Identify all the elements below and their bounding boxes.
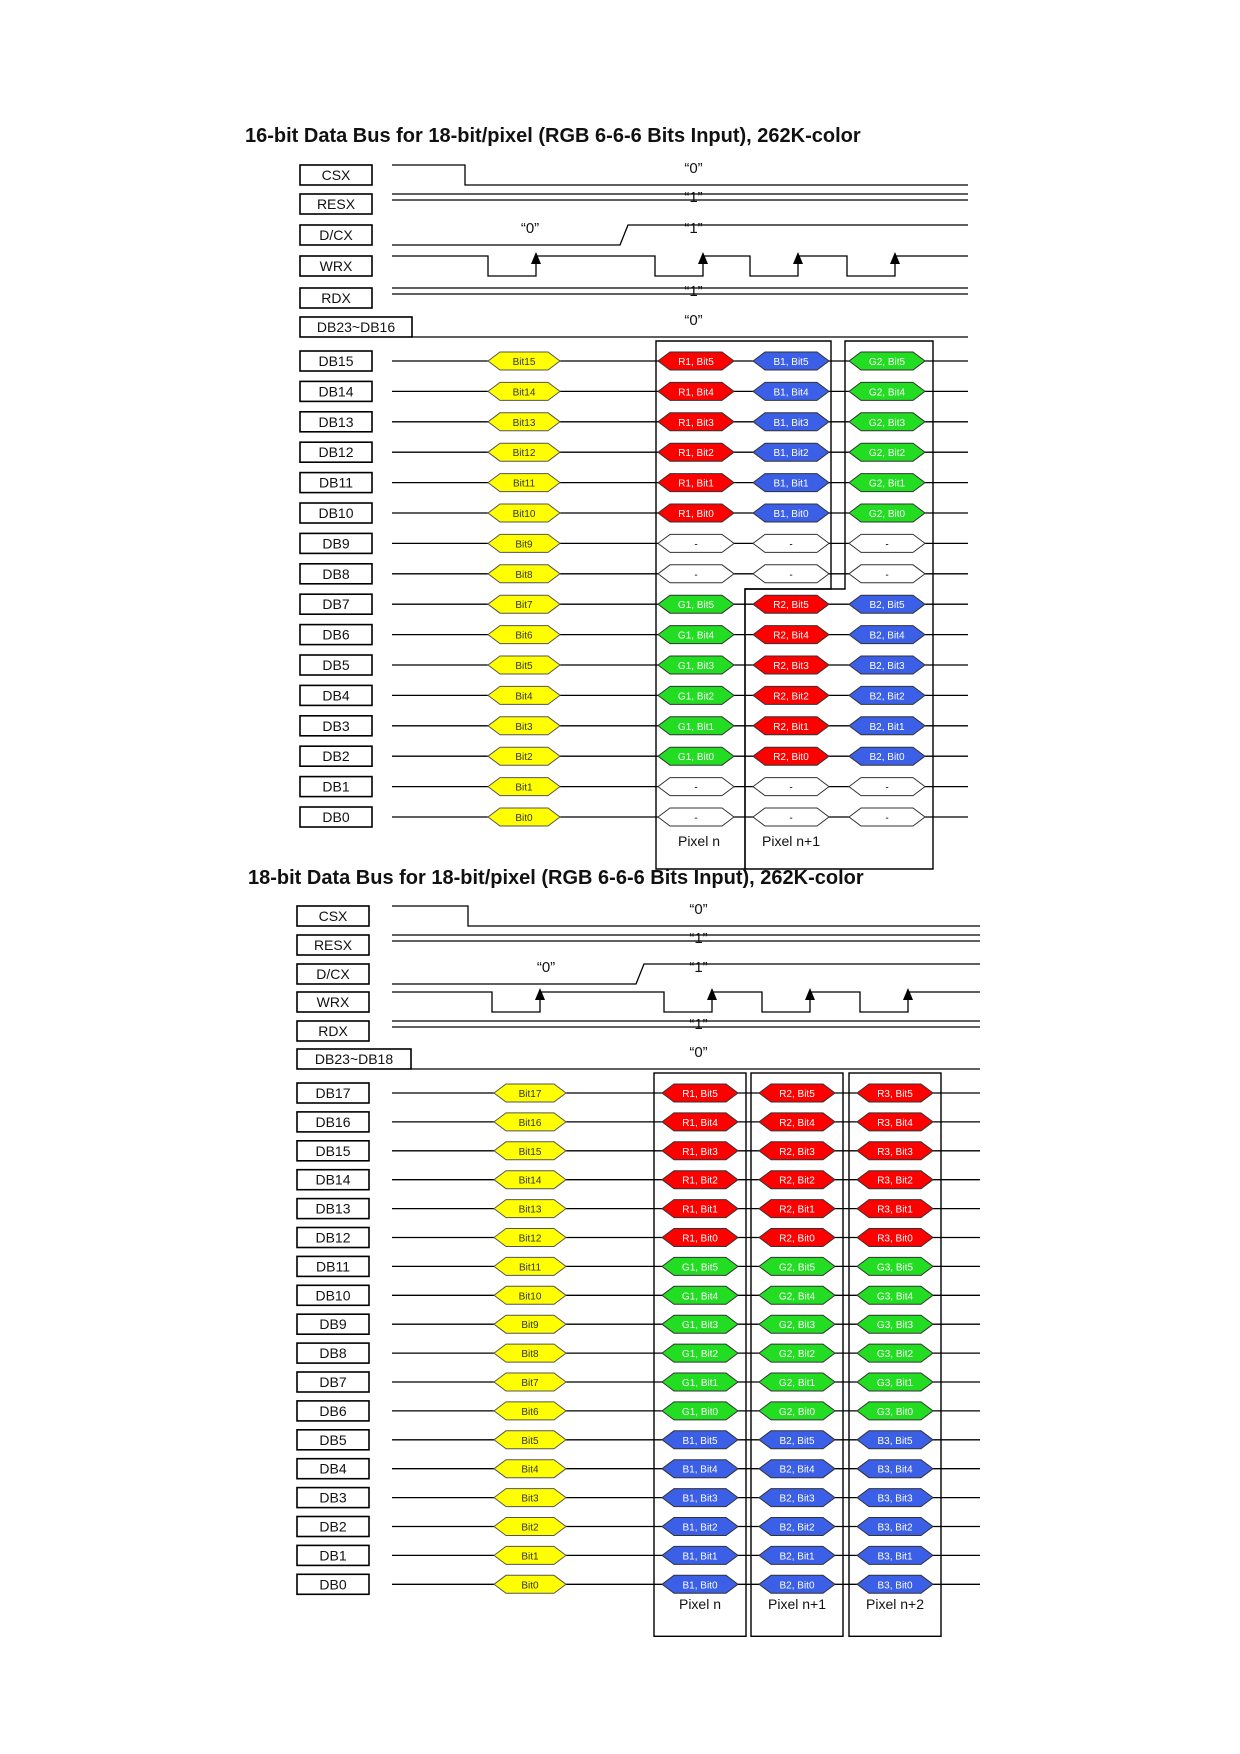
data-line-db7 xyxy=(300,594,968,614)
data-line-label: DB2 xyxy=(319,1518,347,1535)
bit-cell-label: Bit15 xyxy=(518,1146,542,1158)
pixel-cell-label: R1, Bit4 xyxy=(678,387,714,399)
bit-cell-label: Bit4 xyxy=(515,691,533,703)
data-line-db14 xyxy=(297,1170,980,1190)
pixel-cell-label: G1, Bit3 xyxy=(677,661,715,672)
data-line-db13 xyxy=(300,412,968,432)
pixel-cell-label: G2, Bit5 xyxy=(868,357,906,368)
bit-cell-label: Bit9 xyxy=(515,539,533,551)
pixel-cell-label: G2, Bit0 xyxy=(778,1406,816,1418)
pixel-cell-label: B1, Bit4 xyxy=(773,387,809,399)
bit-cell-label: Bit7 xyxy=(521,1378,539,1389)
pixel-cell-label: B2, Bit2 xyxy=(779,1522,815,1534)
data-line-label: DB15 xyxy=(318,353,354,369)
pixel-cell-label: B1, Bit3 xyxy=(773,417,809,429)
pixel-cell-label: - xyxy=(694,539,698,551)
signal-db23-db16 xyxy=(300,312,968,337)
pixel-cell-label: G1, Bit5 xyxy=(677,600,715,612)
data-line-db4 xyxy=(300,685,968,705)
pixel-cell-label: G1, Bit5 xyxy=(681,1262,719,1274)
signal-label: DB23~DB16 xyxy=(316,319,396,335)
data-line-label: DB13 xyxy=(318,413,354,430)
data-line-db16 xyxy=(297,1112,980,1132)
pixel-cell-label: R2, Bit4 xyxy=(773,630,809,642)
signal-label: DB23~DB18 xyxy=(314,1051,394,1067)
level-text: “1” xyxy=(684,283,703,300)
pixel-cell-label: B1, Bit1 xyxy=(682,1551,718,1563)
pixel-cell-label: B3, Bit5 xyxy=(877,1435,913,1447)
signal-resx xyxy=(300,189,968,214)
pixel-cell-label: B3, Bit4 xyxy=(877,1464,913,1476)
diagram-title: 18-bit Data Bus for 18-bit/pixel (RGB 6-6-6 Bits Input), 262K-color xyxy=(248,867,864,889)
data-line-label: DB16 xyxy=(315,1113,351,1130)
data-line-label: DB12 xyxy=(315,1229,351,1246)
bit-cell-label: Bit2 xyxy=(515,752,533,764)
pixel-cell-label: - xyxy=(885,569,889,581)
signal-label: D/CX xyxy=(316,966,350,982)
bit-cell-label: Bit1 xyxy=(515,782,533,794)
pixel-cell-label: - xyxy=(694,782,698,794)
data-line-label: DB4 xyxy=(319,1460,347,1477)
pixel-cell-label: B1, Bit5 xyxy=(682,1435,718,1447)
pixel-cell-label: G1, Bit0 xyxy=(677,752,715,764)
signal-resx xyxy=(297,930,980,955)
pixel-cell-label: R1, Bit3 xyxy=(678,417,714,429)
bit-cell-label: Bit12 xyxy=(518,1233,542,1245)
data-line-db0 xyxy=(297,1574,980,1594)
pixel-cell-label: B1, Bit4 xyxy=(682,1464,718,1476)
pixel-cell-label: B1, Bit2 xyxy=(682,1522,718,1534)
signal-d-cx xyxy=(297,959,980,984)
pixel-cell-label: G1, Bit1 xyxy=(681,1378,719,1389)
data-line-db5 xyxy=(300,655,968,675)
pixel-cell-label: - xyxy=(694,569,698,581)
data-line-db0 xyxy=(300,807,968,827)
pixel-cell-label: R2, Bit2 xyxy=(773,691,809,703)
data-line-db2 xyxy=(300,746,968,766)
data-line-label: DB11 xyxy=(316,1258,350,1275)
pixel-cell-label: R3, Bit2 xyxy=(877,1175,913,1187)
pixel-cell-label: R1, Bit0 xyxy=(678,509,714,520)
pixel-cell-label: G2, Bit1 xyxy=(778,1378,816,1389)
pixel-cell-label: R1, Bit0 xyxy=(682,1233,718,1245)
signal-label: WRX xyxy=(319,258,353,274)
pixel-cell-label: B3, Bit3 xyxy=(877,1493,913,1505)
data-line-label: DB4 xyxy=(322,687,350,704)
level-before-text: “0” xyxy=(536,959,556,976)
pixel-cell-label: G2, Bit5 xyxy=(778,1262,816,1274)
pixel-cell-label: R2, Bit5 xyxy=(773,600,809,612)
data-line-db2 xyxy=(297,1517,980,1537)
level-text: “1” xyxy=(689,930,708,947)
pixel-cell-label: - xyxy=(789,539,793,551)
bit-cell-label: Bit6 xyxy=(515,630,533,642)
bit-cell-label: Bit13 xyxy=(512,417,536,429)
pixel-label: Pixel n+2 xyxy=(866,1596,924,1612)
pixel-cell-label: G2, Bit3 xyxy=(778,1320,816,1332)
data-line-db14 xyxy=(300,381,968,401)
data-line-label: DB2 xyxy=(322,748,350,765)
data-line-db8 xyxy=(297,1343,980,1363)
bit-cell-label: Bit15 xyxy=(512,357,536,368)
data-line-label: DB3 xyxy=(319,1489,347,1506)
pixel-cell-label: R1, Bit5 xyxy=(682,1089,718,1100)
pixel-cell-label: - xyxy=(789,569,793,581)
data-line-label: DB6 xyxy=(322,626,350,643)
pixel-cell-label: - xyxy=(885,539,889,551)
pixel-cell-label: B3, Bit2 xyxy=(877,1522,913,1534)
pixel-cell-label: G1, Bit2 xyxy=(677,691,715,703)
pixel-label: Pixel n+1 xyxy=(768,1596,826,1612)
bit-cell-label: Bit11 xyxy=(518,1262,542,1274)
data-line-label: DB9 xyxy=(322,535,350,552)
pixel-cell-label: R1, Bit4 xyxy=(682,1117,718,1129)
bit-cell-label: Bit5 xyxy=(521,1435,539,1447)
level-text: “1” xyxy=(684,189,703,206)
data-line-label: DB3 xyxy=(322,717,350,734)
signal-rdx xyxy=(297,1016,980,1041)
pixel-cell-label: R1, Bit2 xyxy=(678,448,714,460)
data-line-label: DB9 xyxy=(319,1316,347,1333)
data-line-label: DB7 xyxy=(322,596,350,613)
bit-cell-label: Bit0 xyxy=(521,1580,539,1592)
data-line-label: DB13 xyxy=(315,1200,351,1217)
pixel-cell-label: B1, Bit3 xyxy=(682,1493,718,1505)
data-line-db13 xyxy=(297,1199,980,1219)
bit-cell-label: Bit6 xyxy=(521,1406,539,1418)
level-text: “1” xyxy=(689,959,708,976)
pixel-cell-label: B2, Bit0 xyxy=(779,1580,815,1592)
data-line-db1 xyxy=(300,777,968,797)
signal-d-cx xyxy=(300,220,968,245)
pixel-cell-label: B2, Bit4 xyxy=(869,630,905,642)
level-text: “0” xyxy=(684,160,703,177)
pixel-cell-label: G3, Bit4 xyxy=(876,1291,914,1303)
pixel-cell-label: R3, Bit1 xyxy=(877,1204,913,1216)
pixel-cell-label: B3, Bit1 xyxy=(877,1551,913,1563)
signal-label: RDX xyxy=(321,290,351,306)
data-line-label: DB7 xyxy=(319,1374,347,1390)
pixel-cell-label: R2, Bit0 xyxy=(779,1233,815,1245)
data-line-label: DB1 xyxy=(319,1547,347,1564)
pixel-cell-label: B2, Bit5 xyxy=(779,1435,815,1447)
signal-label: CSX xyxy=(318,908,348,924)
data-line-db6 xyxy=(300,625,968,645)
pixel-cell-label: B2, Bit3 xyxy=(779,1493,815,1505)
bit-cell-label: Bit4 xyxy=(521,1464,539,1476)
signal-wrx xyxy=(300,252,968,276)
pixel-cell-label: G3, Bit1 xyxy=(876,1378,914,1389)
data-line-db15 xyxy=(300,351,968,371)
bit-cell-label: Bit3 xyxy=(521,1493,539,1505)
bit-cell-label: Bit2 xyxy=(521,1522,539,1534)
bit-cell-label: Bit12 xyxy=(512,448,536,460)
pixel-cell-label: G1, Bit2 xyxy=(681,1349,719,1361)
data-line-db11 xyxy=(297,1256,980,1276)
pixel-cell-label: G1, Bit0 xyxy=(681,1406,719,1418)
data-line-db12 xyxy=(300,442,968,462)
data-line-db17 xyxy=(297,1083,980,1103)
pixel-cell-label: - xyxy=(885,782,889,794)
data-line-db9 xyxy=(300,533,968,553)
pixel-label: Pixel n xyxy=(677,833,721,849)
pixel-cell-label: - xyxy=(789,782,793,794)
pixel-cell-label: R3, Bit3 xyxy=(877,1146,913,1158)
bit-cell-label: Bit14 xyxy=(512,387,536,399)
level-text: “1” xyxy=(689,1016,708,1033)
pixel-cell-label: G3, Bit2 xyxy=(876,1349,914,1361)
signal-label: RESX xyxy=(313,937,353,953)
data-line-db15 xyxy=(297,1141,980,1161)
pixel-cell-label: R1, Bit1 xyxy=(678,478,714,490)
data-line-db6 xyxy=(297,1401,980,1421)
pixel-cell-label: R2, Bit1 xyxy=(779,1204,815,1216)
bit-cell-label: Bit0 xyxy=(515,813,533,824)
pixel-cell-label: R2, Bit1 xyxy=(773,721,809,733)
signal-label: CSX xyxy=(321,167,351,183)
data-line-db8 xyxy=(300,564,968,584)
pixel-cell-label: B1, Bit0 xyxy=(682,1580,718,1592)
data-line-label: DB8 xyxy=(319,1345,347,1362)
signal-csx xyxy=(300,160,968,185)
data-line-label: DB0 xyxy=(319,1576,347,1593)
bit-cell-label: Bit17 xyxy=(518,1089,542,1100)
pixel-cell-label: R1, Bit1 xyxy=(682,1204,718,1216)
signal-wrx xyxy=(297,988,980,1012)
pixel-cell-label: R1, Bit5 xyxy=(678,357,714,368)
pixel-cell-label: B2, Bit1 xyxy=(869,721,905,733)
data-line-label: DB10 xyxy=(315,1287,351,1304)
pixel-cell-label: R3, Bit4 xyxy=(877,1117,913,1129)
bit-cell-label: Bit5 xyxy=(515,661,533,672)
diagram-title: 16-bit Data Bus for 18-bit/pixel (RGB 6-6-6 Bits Input), 262K-color xyxy=(245,125,861,147)
diagram-1 xyxy=(245,125,968,869)
bit-cell-label: Bit11 xyxy=(512,478,536,490)
data-line-label: DB17 xyxy=(315,1085,351,1101)
data-line-label: DB14 xyxy=(315,1171,351,1188)
bit-cell-label: Bit3 xyxy=(515,721,533,733)
signal-label: WRX xyxy=(316,994,350,1010)
data-line-label: DB1 xyxy=(322,778,350,795)
data-line-db3 xyxy=(300,716,968,736)
pixel-cell-label: G1, Bit4 xyxy=(677,630,715,642)
bit-cell-label: Bit14 xyxy=(518,1175,542,1187)
bit-cell-label: Bit13 xyxy=(518,1204,542,1216)
pixel-cell-label: G2, Bit2 xyxy=(868,448,906,460)
pixel-cell-label: B1, Bit5 xyxy=(773,357,809,368)
pixel-cell-label: G2, Bit4 xyxy=(778,1291,816,1303)
pixel-cell-label: B2, Bit3 xyxy=(869,661,905,672)
pixel-cell-label: G3, Bit0 xyxy=(876,1406,914,1418)
pixel-cell-label: G3, Bit5 xyxy=(876,1262,914,1274)
level-before-text: “0” xyxy=(520,220,540,237)
signal-csx xyxy=(297,901,980,926)
data-line-db10 xyxy=(300,503,968,523)
pixel-cell-label: G1, Bit4 xyxy=(681,1291,719,1303)
pixel-label: Pixel n xyxy=(678,1596,722,1612)
data-line-label: DB5 xyxy=(322,657,350,673)
pixel-cell-label: R2, Bit2 xyxy=(779,1175,815,1187)
data-line-label: DB0 xyxy=(322,809,350,825)
pixel-cell-label: R2, Bit4 xyxy=(779,1117,815,1129)
data-line-db5 xyxy=(297,1430,980,1450)
data-line-db11 xyxy=(300,473,968,493)
pixel-cell-label: G2, Bit0 xyxy=(868,509,906,520)
bit-cell-label: Bit10 xyxy=(518,1291,542,1303)
data-line-label: DB5 xyxy=(319,1431,347,1448)
pixel-cell-label: G2, Bit1 xyxy=(868,478,906,490)
pixel-cell-label: G1, Bit1 xyxy=(677,721,715,733)
level-text: “1” xyxy=(684,220,703,237)
pixel-cell-label: G2, Bit4 xyxy=(868,387,906,399)
pixel-cell-label: B2, Bit0 xyxy=(869,752,905,764)
bit-cell-label: Bit10 xyxy=(512,509,536,520)
pixel-cell-label: - xyxy=(885,813,889,824)
data-line-db10 xyxy=(297,1285,980,1305)
data-line-label: DB11 xyxy=(319,474,353,491)
signal-label: RESX xyxy=(316,196,356,212)
level-text: “0” xyxy=(684,312,703,329)
signal-db23-db18 xyxy=(297,1044,980,1069)
pixel-cell-label: R3, Bit0 xyxy=(877,1233,913,1245)
pixel-cell-label: R1, Bit2 xyxy=(682,1175,718,1187)
pixel-cell-label: R2, Bit3 xyxy=(773,661,809,672)
data-line-label: DB15 xyxy=(315,1142,351,1159)
pixel-cell-label: B3, Bit0 xyxy=(877,1580,913,1592)
pixel-cell-label: R1, Bit3 xyxy=(682,1146,718,1158)
bit-cell-label: Bit9 xyxy=(521,1320,539,1332)
data-line-db12 xyxy=(297,1228,980,1248)
pixel-cell-label: B2, Bit5 xyxy=(869,600,905,612)
pixel-cell-label: - xyxy=(694,813,698,824)
pixel-cell-label: B1, Bit1 xyxy=(773,478,809,490)
diagram-2 xyxy=(248,867,980,1636)
bit-cell-label: Bit8 xyxy=(521,1349,539,1361)
bit-cell-label: Bit8 xyxy=(515,569,533,581)
pixel-cell-label: B2, Bit2 xyxy=(869,691,905,703)
data-line-db1 xyxy=(297,1545,980,1565)
signal-rdx xyxy=(300,283,968,308)
pixel-cell-label: B1, Bit2 xyxy=(773,448,809,460)
pixel-cell-label: R3, Bit5 xyxy=(877,1089,913,1100)
pixel-cell-label: R2, Bit3 xyxy=(779,1146,815,1158)
data-line-db3 xyxy=(297,1488,980,1508)
pixel-cell-label: G1, Bit3 xyxy=(681,1320,719,1332)
level-text: “0” xyxy=(689,901,708,918)
pixel-cell-label: B2, Bit4 xyxy=(779,1464,815,1476)
data-line-db9 xyxy=(297,1314,980,1334)
pixel-cell-label: G2, Bit2 xyxy=(778,1349,816,1361)
bit-cell-label: Bit1 xyxy=(521,1551,539,1563)
pixel-cell-label: G2, Bit3 xyxy=(868,417,906,429)
pixel-cell-label: B1, Bit0 xyxy=(773,509,809,520)
pixel-cell-label: R2, Bit0 xyxy=(773,752,809,764)
data-line-label: DB6 xyxy=(319,1402,347,1419)
bit-cell-label: Bit16 xyxy=(518,1117,542,1129)
level-text: “0” xyxy=(689,1044,708,1061)
pixel-cell-label: G3, Bit3 xyxy=(876,1320,914,1332)
signal-label: RDX xyxy=(318,1023,348,1039)
data-line-label: DB12 xyxy=(318,444,354,461)
pixel-label: Pixel n+1 xyxy=(762,833,820,849)
data-line-db7 xyxy=(297,1372,980,1392)
pixel-cell-label: R2, Bit5 xyxy=(779,1089,815,1100)
signal-label: D/CX xyxy=(319,227,353,243)
data-line-label: DB10 xyxy=(318,505,354,521)
data-line-label: DB14 xyxy=(318,383,354,400)
pixel-cell-label: B2, Bit1 xyxy=(779,1551,815,1563)
pixel-cell-label: - xyxy=(789,813,793,824)
bit-cell-label: Bit7 xyxy=(515,600,533,612)
data-line-db4 xyxy=(297,1459,980,1479)
data-line-label: DB8 xyxy=(322,565,350,582)
